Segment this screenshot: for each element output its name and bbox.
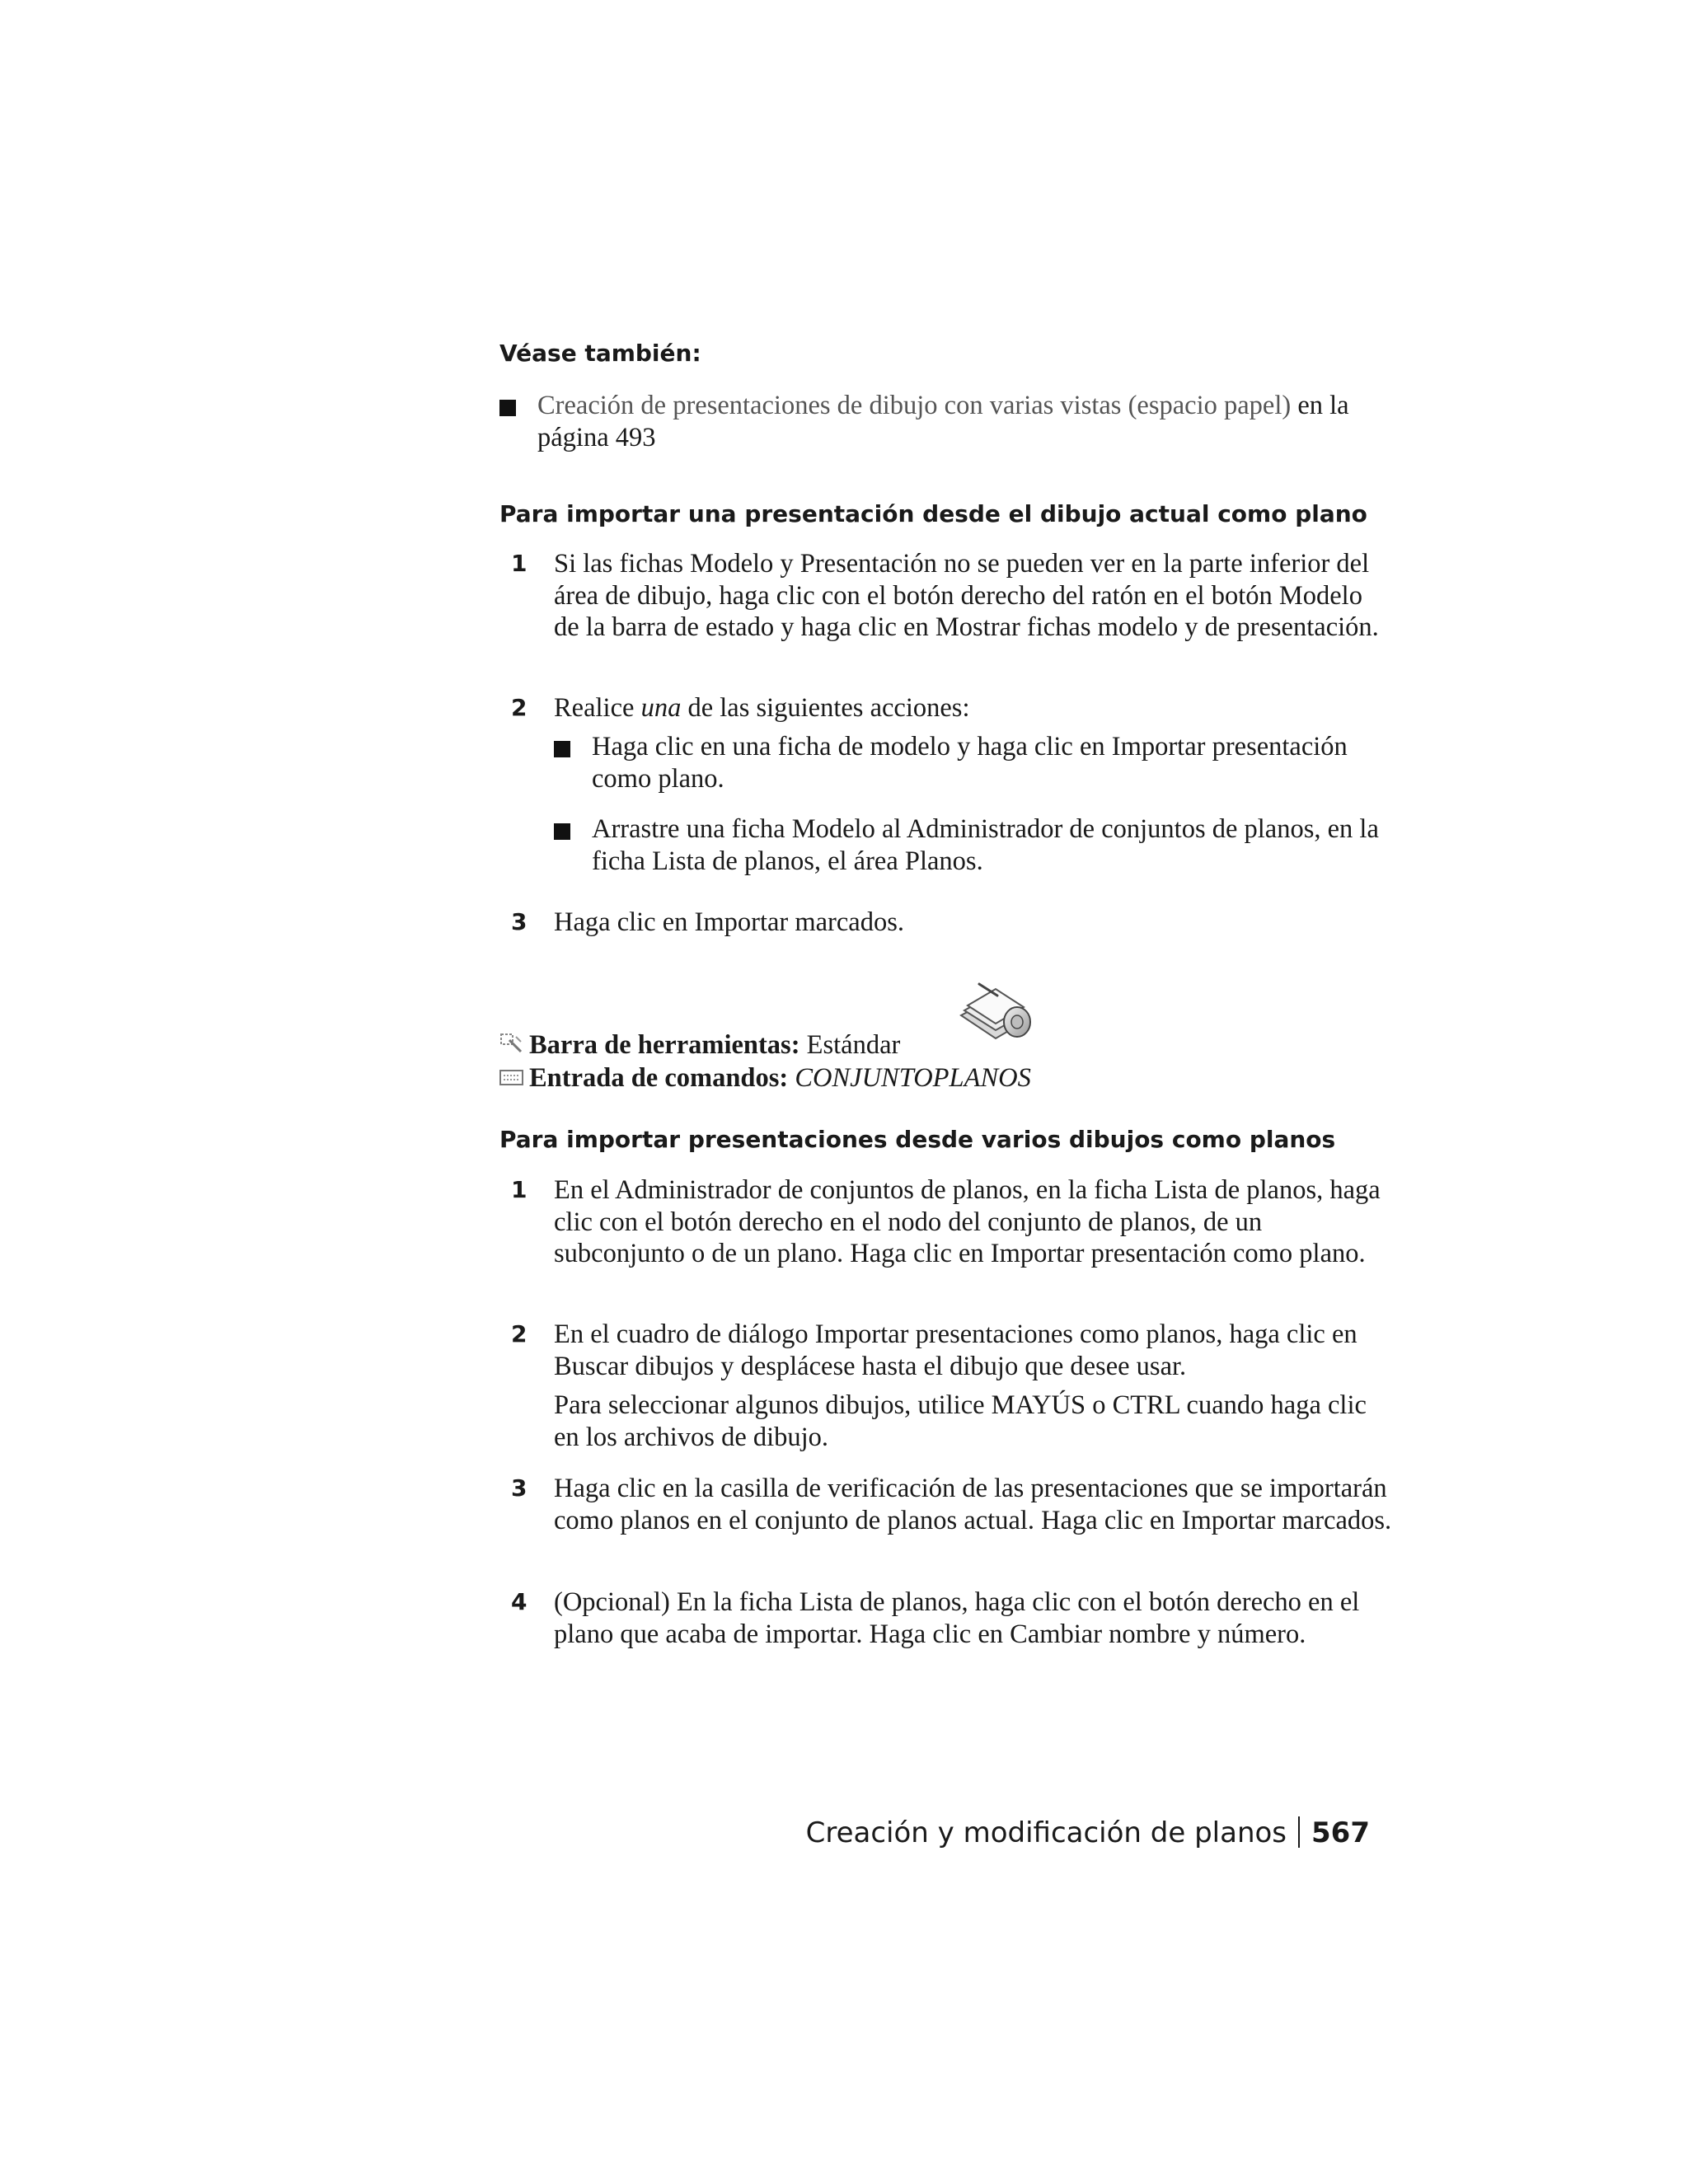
step-number: 2 <box>511 694 528 721</box>
square-bullet-icon <box>554 823 570 840</box>
keyboard-icon <box>499 1068 524 1088</box>
step-text-pre: Realice <box>554 693 641 723</box>
command-access <box>499 1062 1031 1094</box>
footer-section-title: Creación y modificación de planos <box>805 1816 1287 1849</box>
square-bullet-icon <box>554 741 570 757</box>
step-text: En el Administrador de conjuntos de planos, en la ficha Lista de planos, haga clic con el botón derecho en el nodo del conjunto de planos, de un subconjunto o de un plano. Haga clic en Importar presentación como plano. <box>554 1175 1381 1268</box>
toolbar-access <box>499 1029 900 1062</box>
command-label: Entrada de comandos: <box>529 1063 789 1093</box>
command-value: CONJUNTOPLANOS <box>795 1063 1031 1093</box>
step-number: 2 <box>511 1320 528 1347</box>
sub-item-text: Haga clic en una ficha de modelo y haga clic en Importar presentación como plano. <box>592 732 1348 794</box>
step-number: 1 <box>511 550 528 577</box>
step-text <box>554 692 1393 724</box>
procedure-2-title: Para importar presentaciones desde varios dibujos como planos <box>499 1126 1336 1153</box>
step-text: (Opcional) En la ficha Lista de planos, haga clic con el botón derecho en el plano que acaba de importar. Haga clic en Cambiar nombre y número. <box>554 1587 1360 1649</box>
step-text: En el cuadro de diálogo Importar presentaciones como planos, haga clic en Buscar dibujos y desplácese hasta el dibujo que desee usar. <box>554 1319 1357 1381</box>
step-text: Haga clic en la casilla de verificación de las presentaciones que se importarán como planos en el conjunto de planos actual. Haga clic en Importar marcados. <box>554 1474 1392 1535</box>
sub-item-text: Arrastre una ficha Modelo al Administrador de conjuntos de planos, en la ficha Lista de planos, el área Planos. <box>592 814 1379 876</box>
step-text: Si las fichas Modelo y Presentación no se pueden ver en la parte inferior del área de dibujo, haga clic con el botón derecho del ratón en el botón Modelo de la barra de estado y haga clic en Mostrar fichas modelo y de presentación. <box>554 549 1379 642</box>
toolbar-label: Barra de herramientas: <box>529 1030 800 1060</box>
sheet-set-manager-icon[interactable] <box>956 979 1035 1047</box>
step-number: 3 <box>511 908 528 935</box>
see-also-page-ref: en la página 493 <box>537 391 1349 452</box>
see-also-heading: Véase también: <box>499 340 701 367</box>
see-also-link[interactable]: Creación de presentaciones de dibujo con varias vistas (espacio papel) <box>537 391 1292 420</box>
square-bullet-icon <box>499 400 516 416</box>
page-number: 567 <box>1311 1816 1370 1849</box>
procedure-1-title: Para importar una presentación desde el dibujo actual como plano <box>499 500 1367 527</box>
page-footer <box>806 1816 1370 1849</box>
step-text-post: de las siguientes acciones: <box>681 693 970 723</box>
step-text-emphasis: una <box>640 693 682 723</box>
step-number: 4 <box>511 1588 528 1615</box>
step-note: Para seleccionar algunos dibujos, utilice MAYÚS o CTRL cuando haga clic en los archivos de dibujo. <box>554 1390 1367 1452</box>
step-text: Haga clic en Importar marcados. <box>554 907 905 937</box>
step-number: 3 <box>511 1474 528 1502</box>
see-also-text <box>537 390 1390 453</box>
footer-divider <box>1298 1816 1300 1848</box>
toolbar-icon <box>499 1032 524 1055</box>
step-number: 1 <box>511 1176 528 1203</box>
toolbar-value: Estándar <box>799 1030 901 1060</box>
